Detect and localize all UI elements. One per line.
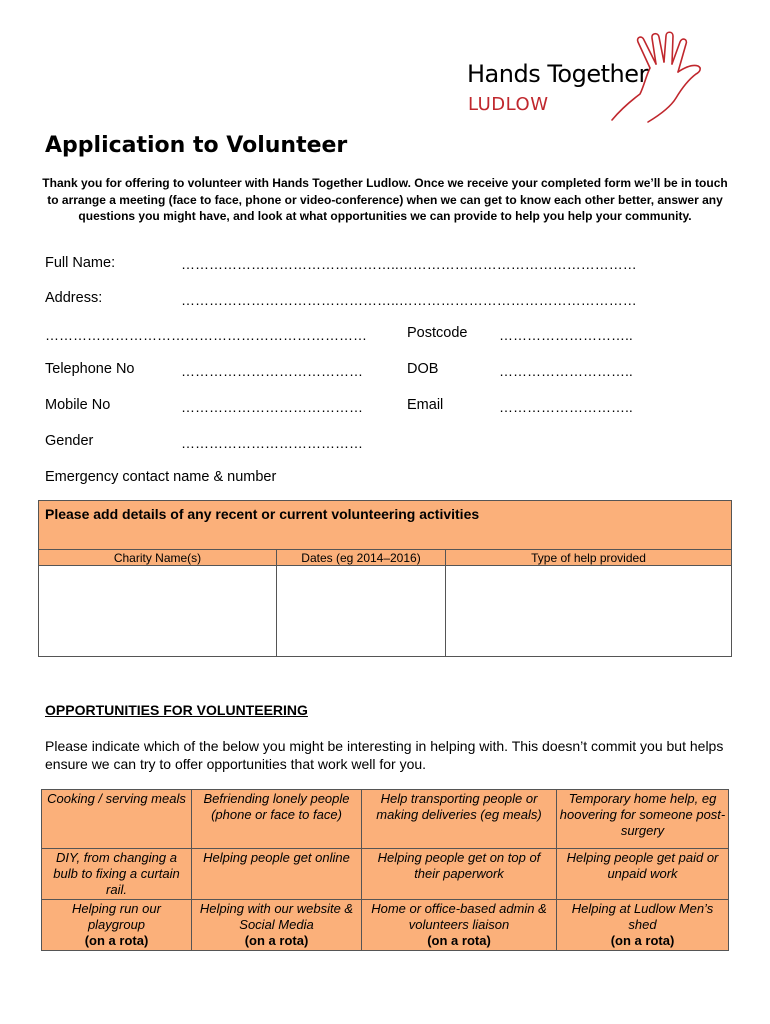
opportunity-label: Helping run our playgroup bbox=[72, 901, 161, 932]
opportunity-cell[interactable]: Helping people get on top of their paperwork bbox=[362, 849, 557, 900]
rota-note: (on a rota) bbox=[84, 933, 149, 948]
mobile-field[interactable]: ………………………………… bbox=[181, 399, 363, 415]
page-title: Application to Volunteer bbox=[45, 133, 348, 158]
opportunity-cell[interactable]: Help transporting people or making deliveries (eg meals) bbox=[362, 790, 557, 849]
emergency-contact-label: Emergency contact name & number bbox=[45, 469, 277, 485]
email-label: Email bbox=[407, 397, 444, 413]
gender-label: Gender bbox=[45, 433, 94, 449]
opportunities-intro: Please indicate which of the below you might be interesting in helping with. This doesn’t commit you but helps ensure we can try to offer opportunities that work well for you. bbox=[45, 738, 724, 772]
gender-field[interactable]: ………………………………… bbox=[181, 435, 363, 451]
charity-name-cell[interactable] bbox=[39, 566, 277, 657]
telephone-label: Telephone No bbox=[45, 361, 135, 377]
address-field[interactable]: ………………………………………..…………………………………………… bbox=[181, 292, 637, 308]
dates-cell[interactable] bbox=[277, 566, 446, 657]
opportunity-cell[interactable]: Helping people get online bbox=[192, 849, 362, 900]
postcode-field[interactable]: ……………………….. bbox=[499, 327, 633, 343]
column-header-type: Type of help provided bbox=[446, 550, 732, 566]
opportunity-label: Home or office-based admin & volunteers liaison bbox=[371, 901, 547, 932]
address-label: Address: bbox=[45, 290, 103, 306]
opportunities-heading: OPPORTUNITIES FOR VOLUNTEERING bbox=[45, 702, 308, 718]
opportunity-cell[interactable] bbox=[557, 900, 729, 951]
rota-note: (on a rota) bbox=[427, 933, 491, 948]
intro-text: Thank you for offering to volunteer with Hands Together Ludlow. Once we receive your completed form we’ll be in touch to arrange a meeting (face to face, phone or video-conference) when we can get to know each other better, answer any questions you might have, and look at what opportunities we can provide to help you help your community. bbox=[42, 176, 728, 223]
telephone-field[interactable]: ………………………………… bbox=[181, 363, 363, 379]
opportunity-cell[interactable] bbox=[42, 900, 192, 951]
opportunity-cell[interactable]: Helping people get paid or unpaid work bbox=[557, 849, 729, 900]
activities-table bbox=[38, 500, 732, 657]
opportunity-cell[interactable] bbox=[192, 900, 362, 951]
opportunity-cell[interactable] bbox=[362, 900, 557, 951]
rota-note: (on a rota) bbox=[244, 933, 309, 948]
logo-place: LUDLOW bbox=[468, 94, 549, 115]
type-of-help-cell[interactable] bbox=[446, 566, 732, 657]
opportunity-label: Helping at Ludlow Men’s shed bbox=[571, 901, 714, 932]
full-name-label: Full Name: bbox=[45, 255, 116, 271]
logo-name: Hands Together bbox=[467, 60, 648, 88]
rota-note: (on a rota) bbox=[610, 933, 675, 948]
dob-label: DOB bbox=[407, 361, 439, 377]
dob-field[interactable]: ……………………….. bbox=[499, 363, 633, 379]
activities-heading: Please add details of any recent or current volunteering activities bbox=[39, 501, 732, 550]
opportunity-cell[interactable]: Cooking / serving meals bbox=[42, 790, 192, 849]
column-header-charity: Charity Name(s) bbox=[39, 550, 277, 566]
mobile-label: Mobile No bbox=[45, 397, 111, 413]
opportunity-cell[interactable]: Temporary home help, eg hoovering for someone post-surgery bbox=[557, 790, 729, 849]
postcode-label: Postcode bbox=[407, 325, 468, 341]
opportunities-table bbox=[41, 789, 729, 951]
email-field[interactable]: ……………………….. bbox=[499, 399, 633, 415]
opportunity-label: Helping with our website & Social Media bbox=[199, 901, 354, 932]
full-name-field[interactable]: ………………………………………..…………………………………………… bbox=[181, 256, 637, 272]
opportunity-cell[interactable]: Befriending lonely people (phone or face to face) bbox=[192, 790, 362, 849]
opportunity-cell[interactable]: DIY, from changing a bulb to fixing a curtain rail. bbox=[42, 849, 192, 900]
address-line2-field[interactable]: …………………………………………………………… bbox=[45, 327, 367, 343]
column-header-dates: Dates (eg 2014–2016) bbox=[277, 550, 446, 566]
